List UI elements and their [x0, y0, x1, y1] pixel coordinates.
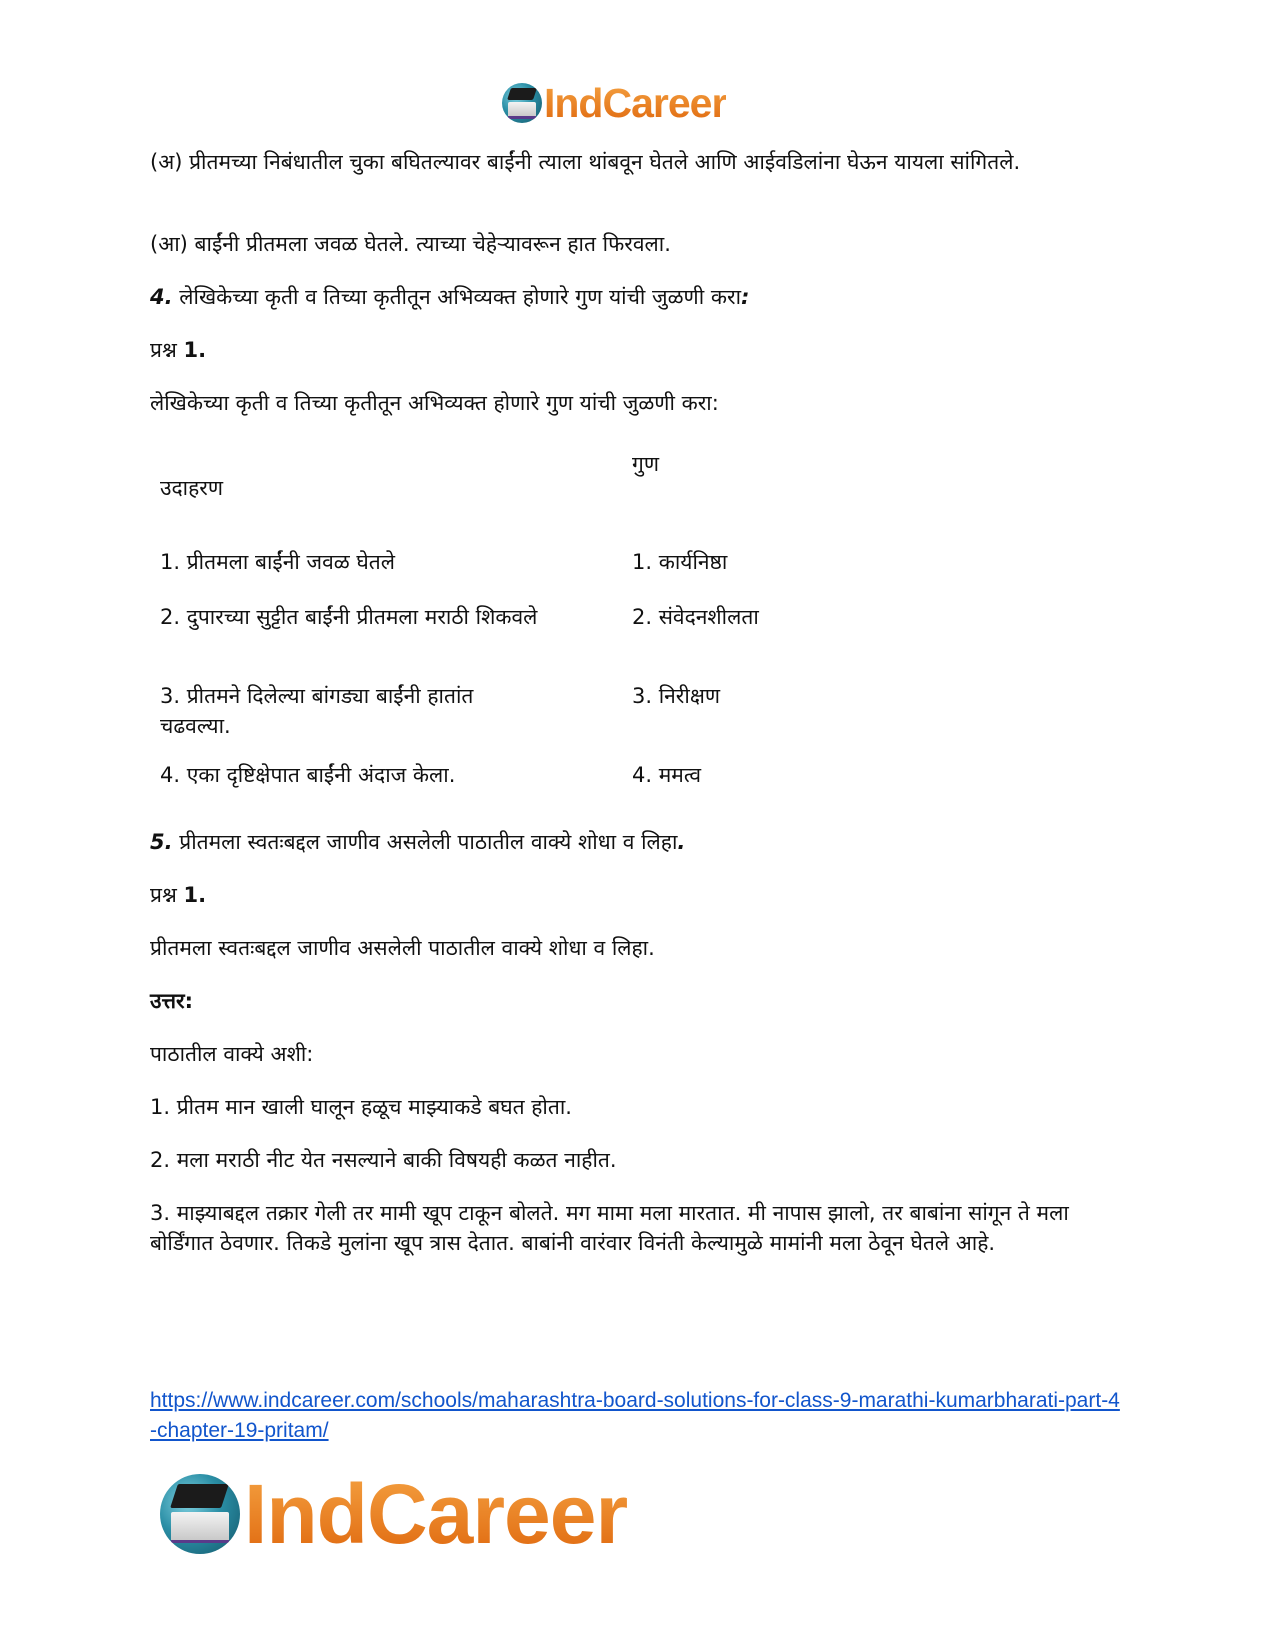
question-5-prashn [150, 880, 1110, 910]
answer-a: (अ) प्रीतमच्या निबंधातील चुका बघितल्यावर बाईंनी त्याला थांबवून घेतले आणि आईवडिलांना घेऊन यायला सांगितले. [150, 150, 1021, 174]
answer-point: 1. प्रीतम मान खाली घालून हळूच माझ्याकडे बघत होता. [150, 1095, 572, 1119]
table-cell-left: 1. प्रीतमला बाईंनी जवळ घेतले [160, 550, 396, 574]
question-5-number: 5. [150, 830, 173, 854]
answer-point: 3. माझ्याबद्दल तक्रार गेली तर मामी खूप टाकून बोलते. मग मामा मला मारतात. मी नापास झालो, तर बाबांना सांगून ते मला बोर्डिंगात ठेवणार. तिकडे मुलांना खूप त्रास देतात. बाबांनी वारंवार विनंती केल्यामुळे मामांनी मला ठेवून घेतले आहे. [150, 1201, 1069, 1255]
table-cell-right: 3. निरीक्षण [632, 684, 721, 708]
question-4-question: लेखिकेच्या कृती व तिच्या कृतीतून अभिव्यक्त होणारे गुण यांची जुळणी करा: [150, 391, 719, 415]
answer-intro: पाठातील वाक्ये अशी: [150, 1042, 314, 1066]
question-5-end: . [677, 830, 686, 854]
indcareer-logo-bottom [160, 1468, 627, 1560]
graduation-book-icon [160, 1474, 240, 1554]
question-5-heading [150, 827, 1110, 857]
answer-label: उत्तर: [150, 989, 194, 1013]
source-url-link[interactable]: https://www.indcareer.com/schools/maharashtra-board-solutions-for-class-9-marathi-kumarbharati-part-4-chapter-19-pritam/ [150, 1389, 1120, 1442]
question-4-end: : [741, 285, 750, 309]
question-5-text: प्रीतमला स्वतःबद्दल जाणीव असलेली पाठातील वाक्ये शोधा व लिहा [172, 830, 678, 854]
prashn-label: प्रश्न [150, 883, 184, 907]
prashn-number: 1. [183, 338, 207, 362]
question-4-text: लेखिकेच्या कृती व तिच्या कृतीतून अभिव्यक्त होणारे गुण यांची जुळणी करा [172, 285, 742, 309]
question-4-prashn [150, 335, 1110, 365]
table-header-right: गुण [632, 452, 660, 476]
logo-wordmark: IndCareer [544, 79, 727, 126]
table-cell-right: 1. कार्यनिष्ठा [632, 550, 728, 574]
table-cell-right: 2. संवेदनशीलता [632, 605, 759, 629]
prashn-number: 1. [183, 883, 207, 907]
table-header-left: उदाहरण [160, 476, 224, 500]
table-cell-left: 4. एका दृष्टिक्षेपात बाईंनी अंदाज केला. [160, 763, 456, 787]
table-cell-left: 3. प्रीतमने दिलेल्या बांगड्या बाईंनी हातांत चढवल्या. [160, 684, 474, 738]
prashn-label: प्रश्न [150, 338, 184, 362]
question-5-question: प्रीतमला स्वतःबद्दल जाणीव असलेली पाठातील वाक्ये शोधा व लिहा. [150, 936, 655, 960]
question-4-number: 4. [150, 285, 173, 309]
answer-aa: (आ) बाईंनी प्रीतमला जवळ घेतले. त्याच्या चेहेऱ्यावरून हात फिरवला. [150, 232, 671, 256]
indcareer-logo-top [502, 78, 726, 128]
question-4-heading [150, 282, 1110, 312]
answer-point: 2. मला मराठी नीट येत नसल्याने बाकी विषयही कळत नाहीत. [150, 1148, 617, 1172]
table-cell-right: 4. ममत्व [632, 763, 702, 787]
table-cell-left: 2. दुपारच्या सुट्टीत बाईंनी प्रीतमला मराठी शिकवले [160, 605, 538, 629]
logo-wordmark: IndCareer [244, 1467, 628, 1561]
graduation-book-icon [502, 83, 542, 123]
